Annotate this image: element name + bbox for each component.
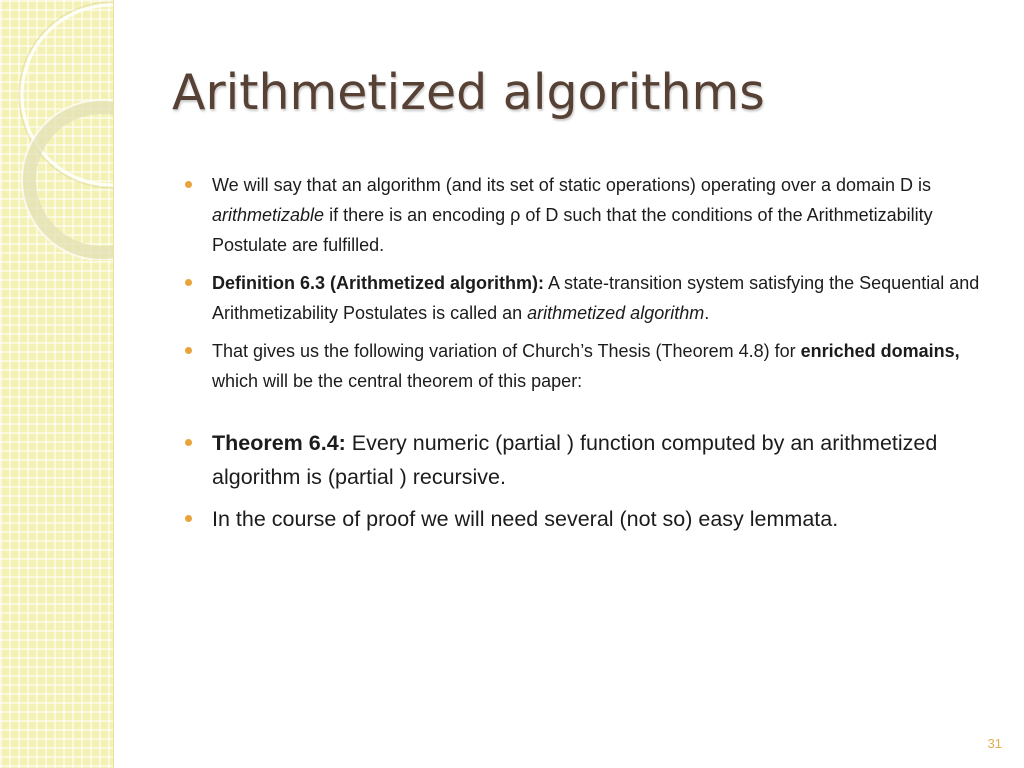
bullet-heading: Definition 6.3 (Arithmetized algorithm): [212, 273, 545, 293]
bullet-emphasis: enriched domains, [800, 341, 960, 361]
bullet-text: which will be the central theorem of this paper: [212, 371, 583, 391]
bullet-text: if there is an encoding ρ of D such that the conditions of the Arithmetizability Postulate are fulfilled. [212, 205, 933, 255]
slide-title: Arithmetized algorithms [172, 64, 765, 121]
bullet-heading: Theorem 6.4: [212, 431, 346, 455]
bullet-theorem-6-4 [212, 426, 992, 494]
bullet-text: We will say that an algorithm (and its set of static operations) operating over a domain D is [212, 175, 932, 195]
bullet-emphasis: arithmetized algorithm [527, 303, 705, 323]
bullet-text: That gives us the following variation of Church’s Thesis (Theorem 4.8) for [212, 341, 801, 361]
bullet-church-thesis [212, 336, 992, 396]
bullet-list [212, 170, 992, 544]
bullet-text: . [704, 303, 710, 323]
bullet-lemmata [212, 502, 992, 536]
bullet-definition-6-3 [212, 268, 992, 328]
bullet-text: A state-transition system satisfying the Sequential and Arithmetizability Postulates is called an [212, 273, 980, 323]
bullet-emphasis: arithmetizable [212, 205, 325, 225]
bullet-arithmetizable-definition [212, 170, 992, 260]
bullet-text: Every numeric (partial ) function computed by an arithmetized algorithm is (partial ) recursive. [212, 431, 938, 489]
page-number: 31 [987, 736, 1002, 751]
decorative-circles [0, 0, 113, 260]
bullet-text: In the course of proof we will need several (not so) easy lemmata. [212, 507, 839, 531]
